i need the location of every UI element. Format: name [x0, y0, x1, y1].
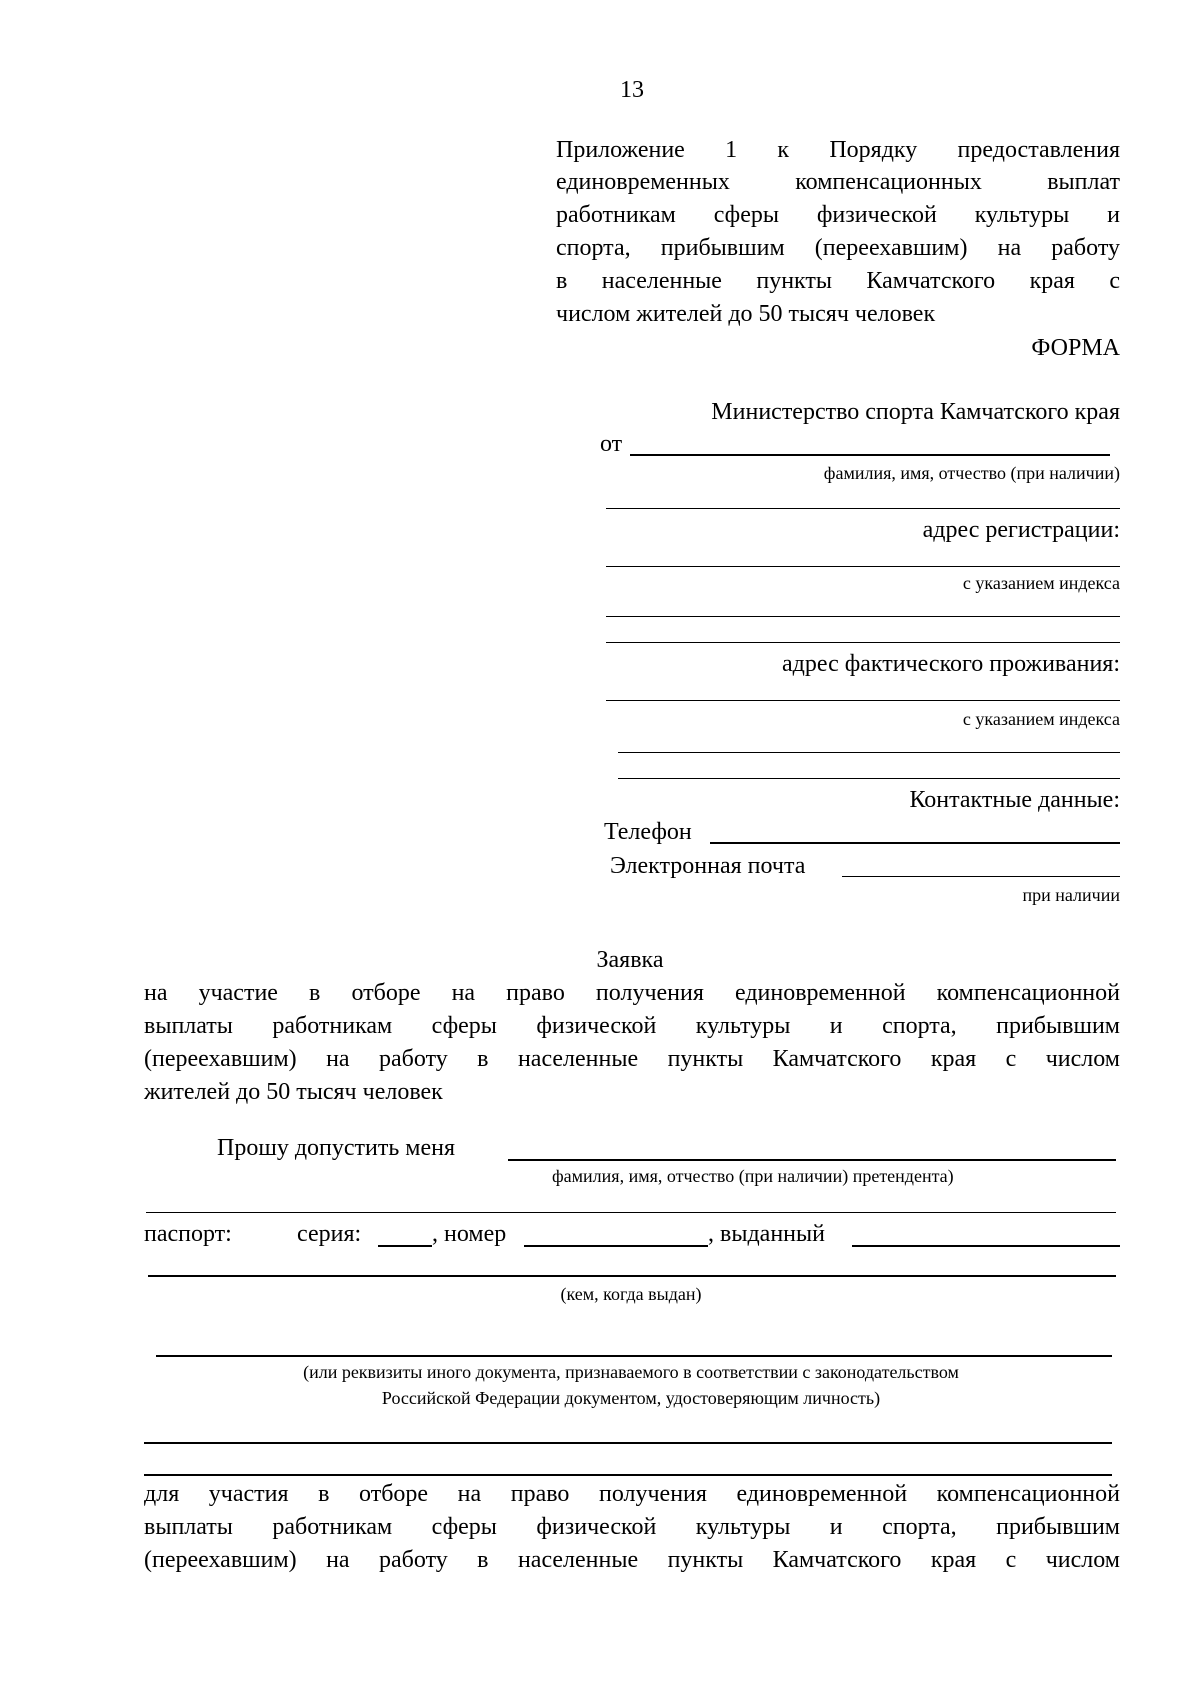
other-doc-hint-2: Российской Федерации документом, удостоверяющим личность) [381, 1388, 881, 1408]
issued-by-line[interactable] [148, 1275, 1116, 1277]
actual-address-label: адрес фактического проживания: [781, 651, 1120, 677]
fio-line-2[interactable] [606, 508, 1120, 509]
reg-address-line-1[interactable] [606, 566, 1120, 567]
reg-address-label: адрес регистрации: [922, 517, 1120, 543]
other-doc-line[interactable] [156, 1355, 1112, 1357]
subtitle-line-2: выплаты работникам сферы физической культуры и спорта, прибывшим [144, 1013, 1120, 1039]
actual-address-line-1[interactable] [606, 700, 1120, 701]
actual-address-line-2[interactable] [618, 752, 1120, 753]
other-doc-hint-1: (или реквизиты иного документа, признаваемого в соответствии с законодательством [303, 1362, 959, 1382]
page-number: 13 [620, 77, 644, 103]
issued-label: , выданный [708, 1221, 825, 1247]
applicant-line-2[interactable] [146, 1212, 1116, 1213]
appendix-line-3: работникам сферы физической культуры и [556, 202, 1120, 228]
series-line[interactable] [378, 1245, 432, 1247]
final-line-3: (переехавшим) на работу в населенные пункты Камчатского края с числом [144, 1547, 1120, 1573]
appendix-line-6: числом жителей до 50 тысяч человек [556, 301, 936, 327]
reg-address-line-2[interactable] [606, 616, 1120, 617]
application-title: Заявка [596, 947, 664, 973]
email-label: Электронная почта [610, 853, 806, 879]
ministry-name: Министерство спорта Камчатского края [711, 399, 1120, 425]
index-hint-1: с указанием индекса [962, 573, 1120, 593]
series-label: серия: [297, 1221, 362, 1247]
actual-address-line-3[interactable] [618, 778, 1120, 779]
index-hint-2: с указанием индекса [962, 709, 1120, 729]
number-line[interactable] [524, 1245, 708, 1247]
applicant-hint: фамилия, имя, отчество (при наличии) претендента) [552, 1166, 954, 1186]
appendix-line-1: Приложение 1 к Порядку предоставления [556, 137, 1120, 163]
other-doc-line-2[interactable] [144, 1442, 1112, 1444]
final-line-1: для участия в отборе на право получения единовременной компенсационной [144, 1481, 1120, 1507]
issued-line[interactable] [852, 1245, 1120, 1247]
phone-line[interactable] [710, 842, 1120, 844]
appendix-line-2: единовременных компенсационных выплат [556, 169, 1120, 195]
request-label: Прошу допустить меня [217, 1135, 456, 1161]
number-label: , номер [432, 1221, 507, 1247]
from-label: от [600, 431, 623, 457]
reg-address-line-3[interactable] [606, 642, 1120, 643]
fio-hint: фамилия, имя, отчество (при наличии) [823, 463, 1120, 483]
other-doc-line-3[interactable] [144, 1474, 1112, 1476]
contacts-label: Контактные данные: [909, 787, 1120, 813]
subtitle-line-4: жителей до 50 тысяч человек [144, 1079, 443, 1105]
from-fio-line[interactable] [630, 454, 1110, 456]
subtitle-line-3: (переехавшим) на работу в населенные пункты Камчатского края с числом [144, 1046, 1120, 1072]
issued-hint: (кем, когда выдан) [560, 1284, 702, 1304]
applicant-name-line[interactable] [508, 1159, 1116, 1161]
phone-label: Телефон [604, 819, 692, 845]
email-hint: при наличии [1022, 885, 1120, 905]
subtitle-line-1: на участие в отборе на право получения единовременной компенсационной [144, 980, 1120, 1006]
email-line[interactable] [842, 876, 1120, 877]
appendix-line-5: в населенные пункты Камчатского края с [556, 268, 1120, 294]
form-label: ФОРМА [1031, 335, 1120, 361]
final-line-2: выплаты работникам сферы физической культуры и спорта, прибывшим [144, 1514, 1120, 1540]
appendix-line-4: спорта, прибывшим (переехавшим) на работу [556, 235, 1120, 261]
passport-label: паспорт: [144, 1221, 232, 1247]
